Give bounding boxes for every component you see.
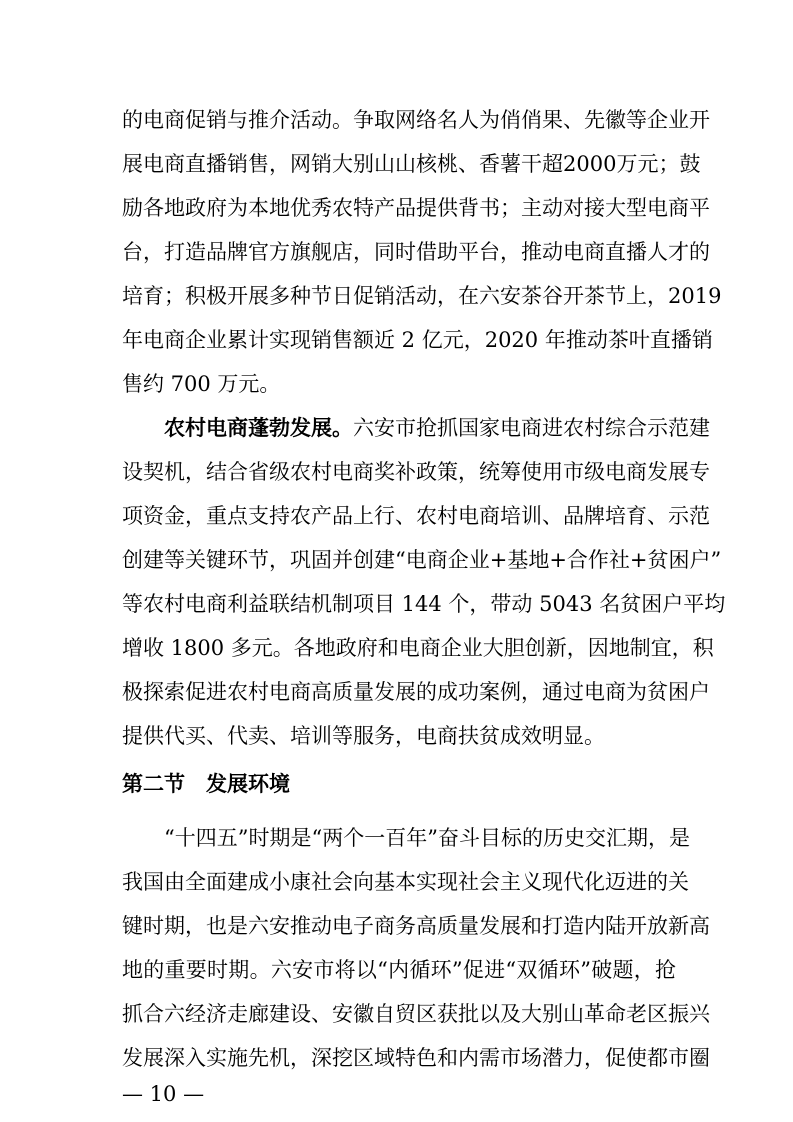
text-line: 售约 700 万元。: [122, 372, 281, 396]
text-line: 励各地政府为本地优秀农特产品提供背书；主动对接大型电商平: [122, 196, 710, 220]
text-line: 年电商企业累计实现销售额近 2 亿元，2020 年推动茶叶直播销: [122, 328, 713, 352]
section-heading: [122, 770, 290, 798]
text-line: 展电商直播销售，网销大别山山核桃、香薯干超2000万元；鼓: [122, 152, 701, 176]
text-line: 增收 1800 多元。各地政府和电商企业大胆创新，因地制宜，积: [122, 636, 714, 660]
section-title: 发展环境: [206, 771, 290, 796]
paragraph-lead: 农村电商蓬勃发展。: [164, 415, 353, 440]
text-line: 等农村电商利益联结机制项目 144 个，带动 5043 名贫困户平均: [122, 592, 726, 616]
text-line: “十四五”时期是“两个一百年”奋斗目标的历史交汇期，是: [164, 826, 690, 850]
page-number: — 10 —: [122, 1082, 205, 1106]
text-line: 设契机，结合省级农村电商奖补政策，统筹使用市级电商发展专: [122, 460, 710, 484]
text-line: 抓合六经济走廊建设、安徽自贸区获批以及大别山革命老区振兴: [122, 1002, 710, 1026]
text-line: 项资金，重点支持农产品上行、农村电商培训、品牌培育、示范: [122, 504, 710, 528]
text-line: 台，打造品牌官方旗舰店，同时借助平台，推动电商直播人才的: [122, 240, 710, 264]
text-line: 我国由全面建成小康社会向基本实现社会主义现代化迈进的关: [122, 870, 689, 894]
text-line: 键时期，也是六安推动电子商务高质量发展和打造内陆开放新高: [122, 914, 710, 938]
text-line: 发展深入实施先机，深挖区域特色和内需市场潜力，促使都市圈: [122, 1046, 710, 1070]
text-line: 极探索促进农村电商高质量发展的成功案例，通过电商为贫困户: [122, 680, 710, 704]
text-line: 的电商促销与推介活动。争取网络名人为俏俏果、先徽等企业开: [122, 108, 710, 132]
text-line: [164, 414, 710, 442]
paragraph-text: 六安市抢抓国家电商进农村综合示范建: [353, 416, 710, 440]
text-line: 地的重要时期。六安市将以“内循环”促进“双循环”破题，抢: [122, 958, 676, 982]
text-line: 创建等关键环节，巩固并创建“电商企业+基地+合作社+贫困户”: [122, 548, 722, 572]
section-number: 第二节: [122, 771, 185, 796]
text-line: 提供代买、代卖、培训等服务，电商扶贫成效明显。: [122, 724, 605, 748]
text-line: 培育；积极开展多种节日促销活动，在六安茶谷开茶节上，2019: [122, 284, 722, 308]
